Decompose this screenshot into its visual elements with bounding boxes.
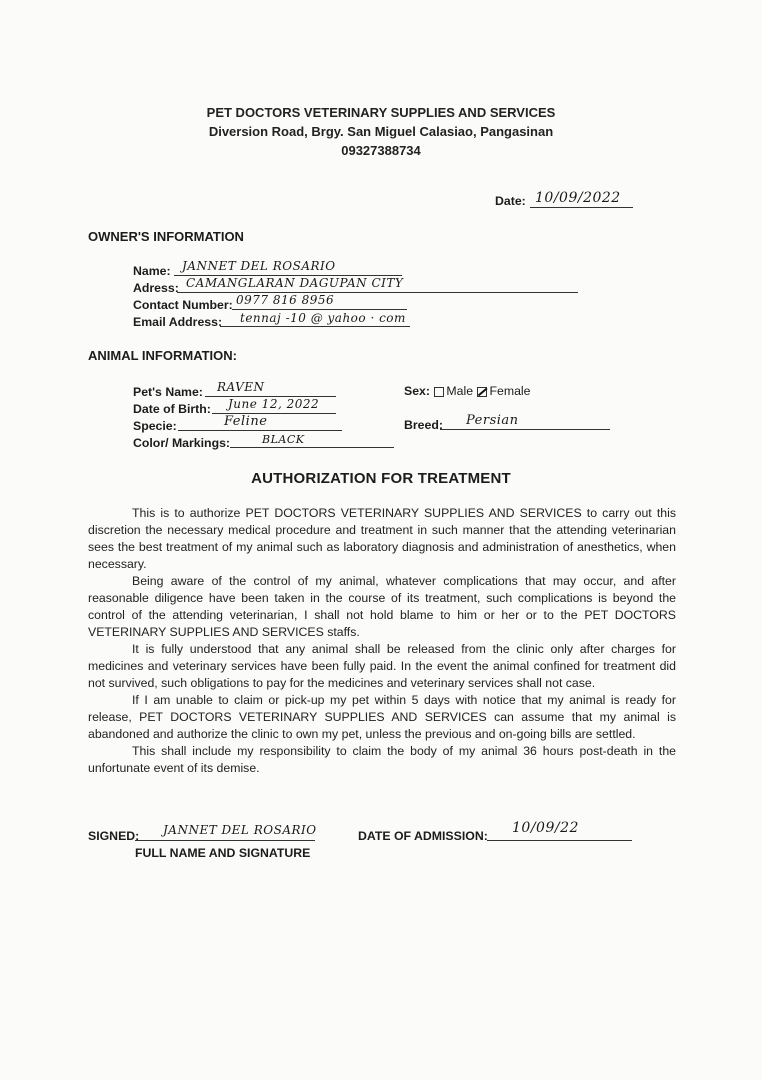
breed-label: Breed: [404,418,443,432]
company-name: PET DOCTORS VETERINARY SUPPLIES AND SERVICES [206,105,556,120]
authorization-title: AUTHORIZATION FOR TREATMENT [251,470,511,487]
owner-section-title: OWNER'S INFORMATION [88,229,244,244]
date-value: 10/09/2022 [535,190,621,206]
specie-underline [178,430,342,431]
authorization-paragraph: Being aware of the control of my animal, whatever complications that may occur, and after reasonable diligence have been taken in the course of its treatment, such complications is beyond the control of the attending veterinarian, I shall not hold blame to him or her or to the PET DOCTORS VETERINARY SUPPLIES AND SERVICES staffs. [88,574,676,639]
owner-address-label: Adress: [133,281,179,295]
owner-email-value: tennaj -10 @ yahoo · com [240,311,406,325]
owner-address-value: CAMANGLARAN DAGUPAN CITY [186,276,404,290]
signed-label: SIGNED: [88,829,140,843]
admission-label: DATE OF ADMISSION: [358,829,488,843]
date-label: Date: [495,194,526,208]
authorization-paragraph: If I am unable to claim or pick-up my pet within 5 days with notice that my animal is ready for release, PET DOCTORS VETERINARY SUPPLIES AND SERVICES can assume that my animal is abandoned and authorize the clinic to own my pet, unless the previous and on-going bills are settled. [88,693,676,741]
sex-field [404,384,531,398]
specie-value: Feline [224,414,268,429]
authorization-body [88,505,676,777]
company-phone: 09327388734 [341,143,421,158]
sex-female-checkbox[interactable] [477,387,487,397]
admission-value: 10/09/22 [512,820,579,836]
color-label: Color/ Markings: [133,436,231,450]
breed-value: Persian [466,413,519,428]
specie-label: Specie: [133,419,177,433]
animal-section-title: ANIMAL INFORMATION: [88,348,237,363]
owner-email-label: Email Address: [133,315,223,329]
owner-contact-value: 0977 816 8956 [236,293,335,307]
sex-label: Sex: [404,384,430,398]
pet-name-value: RAVEN [217,380,265,394]
dob-value: June 12, 2022 [228,397,320,411]
dob-label: Date of Birth: [133,402,211,416]
color-value: BLACK [262,433,305,446]
sex-female-label: Female [489,384,531,398]
admission-underline [487,840,632,841]
owner-contact-underline [232,309,407,310]
owner-name-label: Name: [133,264,171,278]
owner-contact-label: Contact Number: [133,298,233,312]
sex-male-checkbox[interactable] [434,387,444,397]
signed-value: JANNET DEL ROSARIO [163,823,317,837]
sex-male-label: Male [446,384,474,398]
breed-underline [440,429,610,430]
date-underline [530,207,633,208]
pet-name-label: Pet's Name: [133,385,203,399]
authorization-paragraph: This is to authorize PET DOCTORS VETERINARY SUPPLIES AND SERVICES to carry out this discretion the necessary medical procedure and treatment in such manner that the attending veterinarian sees the best treatment of my animal such as laboratory diagnosis and administration of anesthetics, when necessary. [88,506,676,571]
signature-caption: FULL NAME AND SIGNATURE [135,846,311,860]
signed-underline [135,840,315,841]
company-address: Diversion Road, Brgy. San Miguel Calasiao, Pangasinan [208,124,554,139]
authorization-paragraph: This shall include my responsibility to claim the body of my animal 36 hours post-death in the unfortunate event of its demise. [88,744,676,775]
authorization-paragraph: It is fully understood that any animal shall be released from the clinic only after charges for medicines and veterinary services have been fully paid. In the event the animal confined for treatment did not survived, such obligations to pay for the medicines and veterinary services shall not case. [88,642,676,690]
owner-name-value: JANNET DEL ROSARIO [182,259,336,273]
owner-email-underline [220,326,410,327]
color-underline [230,447,394,448]
